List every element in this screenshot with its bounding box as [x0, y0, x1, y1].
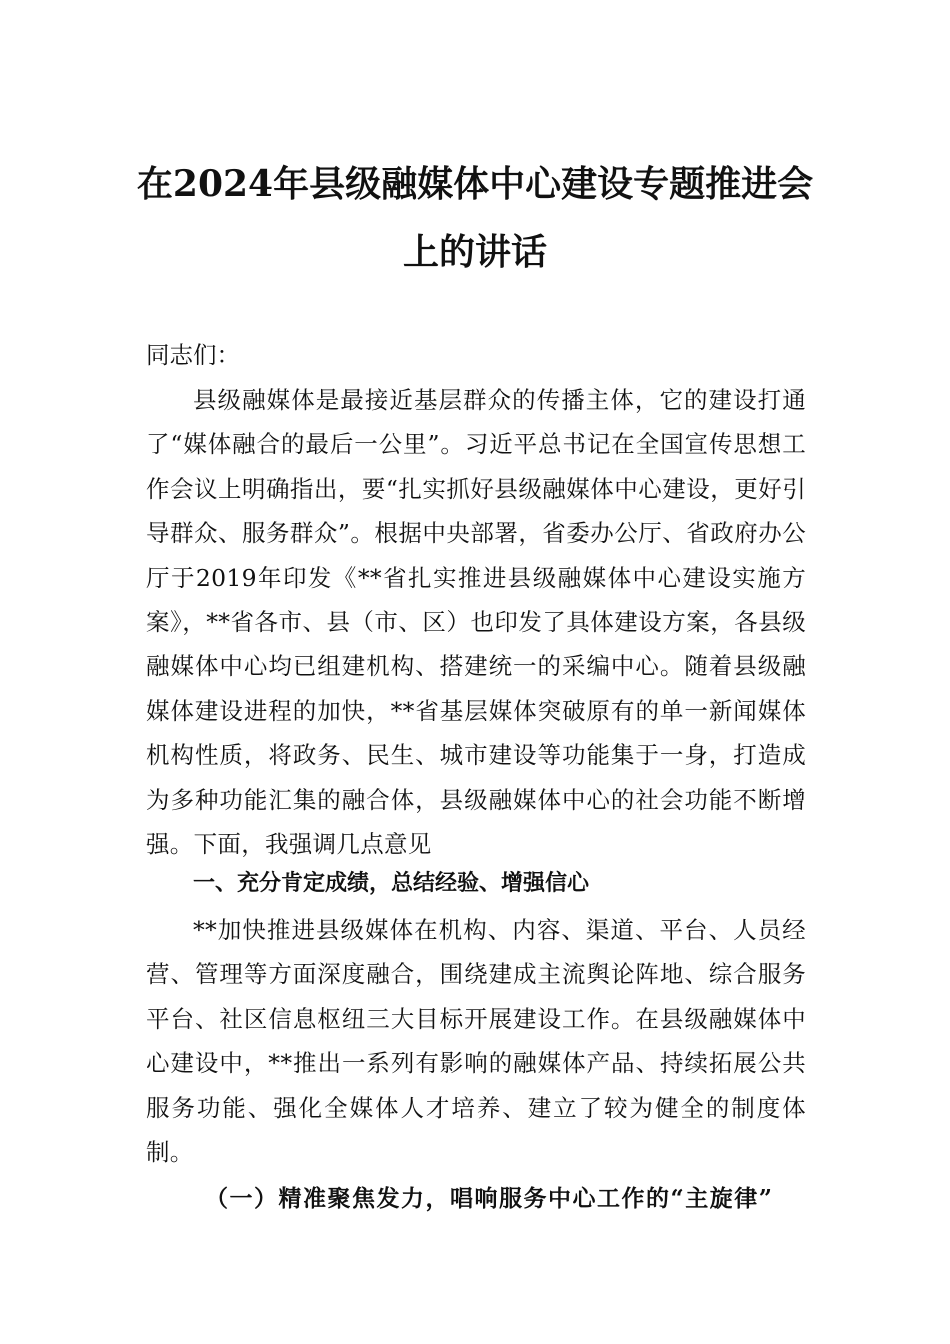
section-heading-1: 一、充分肯定成绩，总结经验、增强信心: [193, 871, 590, 896]
paragraph-intro: 县级融媒体是最接近基层群众的传播主体，它的建设打通了“媒体融合的最后一公里”。习近平总书记在全国宣传思想工作会议上明确指出，要“扎实抓好县级融媒体中心建设，更好引导群众、服务群众”。根据中央部署，省委办公厅、省政府办公厅于2019年印发《**省扎实推进县级融媒体中心建设实施方案》，**省各市、县（市、区）也印发了具体建设方案，各县级融媒体中心均已组建机构、搭建统一的采编中心。随着县级融媒体建设进程的加快，**省基层媒体突破原有的单一新闻媒体机构性质，将政务、民生、城市建设等功能集于一身，打造成为多种功能汇集的融合体，县级融媒体中心的社会功能不断增强。下面，我强调几点意见: [146, 386, 806, 859]
salutation: 同志们：: [146, 341, 240, 369]
document-title-line-1: 在2024年县级融媒体中心建设专题推进会: [136, 163, 814, 205]
paragraph-achievements: **加快推进县级媒体在机构、内容、渠道、平台、人员经营、管理等方面深度融合，围绕建成主流舆论阵地、综合服务平台、社区信息枢纽三大目标开展建设工作。在县级融媒体中心建设中，**推出一系列有影响的融媒体产品、持续拓展公共服务功能、强化全媒体人才培养、建立了较为健全的制度体制。: [146, 916, 806, 1167]
document-title-line-2: 上的讲话: [402, 231, 547, 273]
subsection-heading-1: （一）精准聚焦发力，唱响服务中心工作的“主旋律”: [205, 1185, 774, 1212]
